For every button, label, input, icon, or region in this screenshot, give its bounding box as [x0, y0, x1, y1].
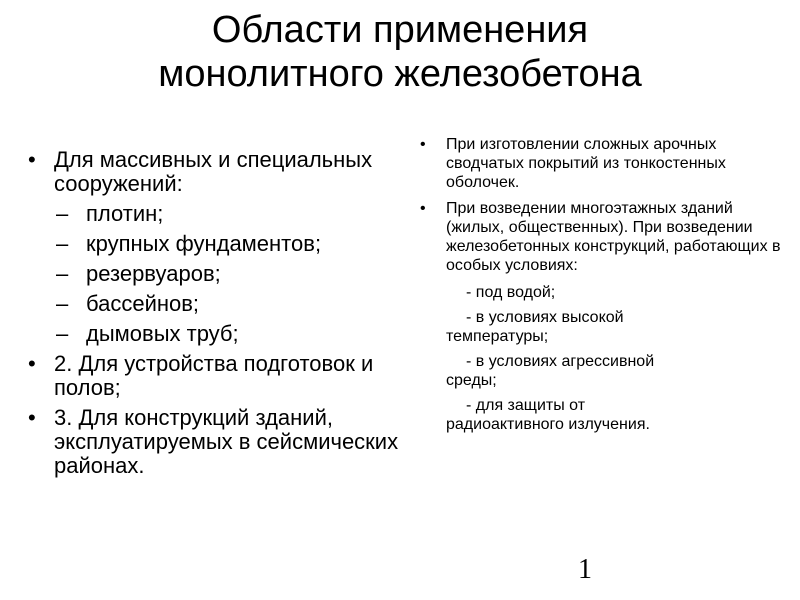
- right-sub-item-4-text-a: - для защиты от: [466, 397, 586, 414]
- right-sub-item-4-text-b: радиоактивного излучения.: [446, 416, 650, 433]
- left-sub-item-4: [28, 292, 408, 316]
- left-sub-item-2-text: крупных фундаментов;: [86, 231, 322, 256]
- left-list-item-1: [28, 148, 408, 196]
- left-list-item-3: [28, 406, 408, 478]
- right-list-item-2: [420, 199, 790, 434]
- left-item-1-text: Для массивных и специальных сооружений:: [54, 147, 373, 196]
- left-sub-item-3-text: резервуаров;: [86, 261, 221, 286]
- slide-title: [0, 8, 800, 96]
- dash-icon: –: [56, 321, 69, 346]
- title-line-2: монолитного железобетона: [158, 53, 642, 95]
- dash-icon: –: [56, 201, 69, 226]
- bullet-icon: •: [28, 351, 36, 376]
- page-number: 1: [578, 554, 592, 585]
- bullet-icon: •: [420, 200, 426, 217]
- right-sub-item-1: [446, 283, 790, 302]
- dash-icon: –: [56, 291, 69, 316]
- dash-icon: –: [56, 261, 69, 286]
- right-column: [420, 135, 790, 441]
- right-sub-item-2-text-b: температуры;: [446, 328, 549, 345]
- right-item-2-text-a: При возведении многоэтажных зданий (жилых, общественных).: [446, 200, 733, 236]
- right-sub-item-3-text-a: - в условиях агрессивной: [466, 353, 655, 370]
- bullet-icon: •: [28, 147, 36, 172]
- right-sub-item-2: [446, 308, 790, 346]
- title-line-1: Области применения: [211, 9, 589, 51]
- left-list-item-2: [28, 352, 408, 400]
- right-sub-item-4: [446, 396, 790, 434]
- right-item-2-text-b: При возведении железобетонных конструкций, работающих в особых условиях:: [446, 219, 781, 274]
- right-sub-item-3-text-b: среды;: [446, 372, 497, 389]
- left-sub-item-1-text: плотин;: [86, 201, 164, 226]
- bullet-icon: •: [28, 405, 36, 430]
- dash-icon: –: [56, 231, 69, 256]
- right-item-1-text: При изготовлении сложных арочных сводчатых покрытий из тонкостенных оболочек.: [446, 136, 726, 191]
- left-sub-item-5: [28, 322, 408, 346]
- left-sub-item-1: [28, 202, 408, 226]
- left-sub-item-2: [28, 232, 408, 256]
- right-sub-item-2-text-a: - в условиях высокой: [466, 309, 624, 326]
- left-column: [28, 148, 408, 484]
- left-item-2-text: 2. Для устройства подготовок и полов;: [54, 351, 374, 400]
- right-sub-item-3: [446, 352, 790, 390]
- left-sub-item-5-text: дымовых труб;: [86, 321, 239, 346]
- left-sub-item-4-text: бассейнов;: [86, 291, 200, 316]
- right-sub-item-1-text: - под водой;: [466, 284, 556, 301]
- right-list-item-1: [420, 135, 790, 192]
- bullet-icon: •: [420, 136, 426, 153]
- left-sub-item-3: [28, 262, 408, 286]
- left-item-3-text: 3. Для конструкций зданий, эксплуатируемых в сейсмических районах.: [54, 405, 399, 478]
